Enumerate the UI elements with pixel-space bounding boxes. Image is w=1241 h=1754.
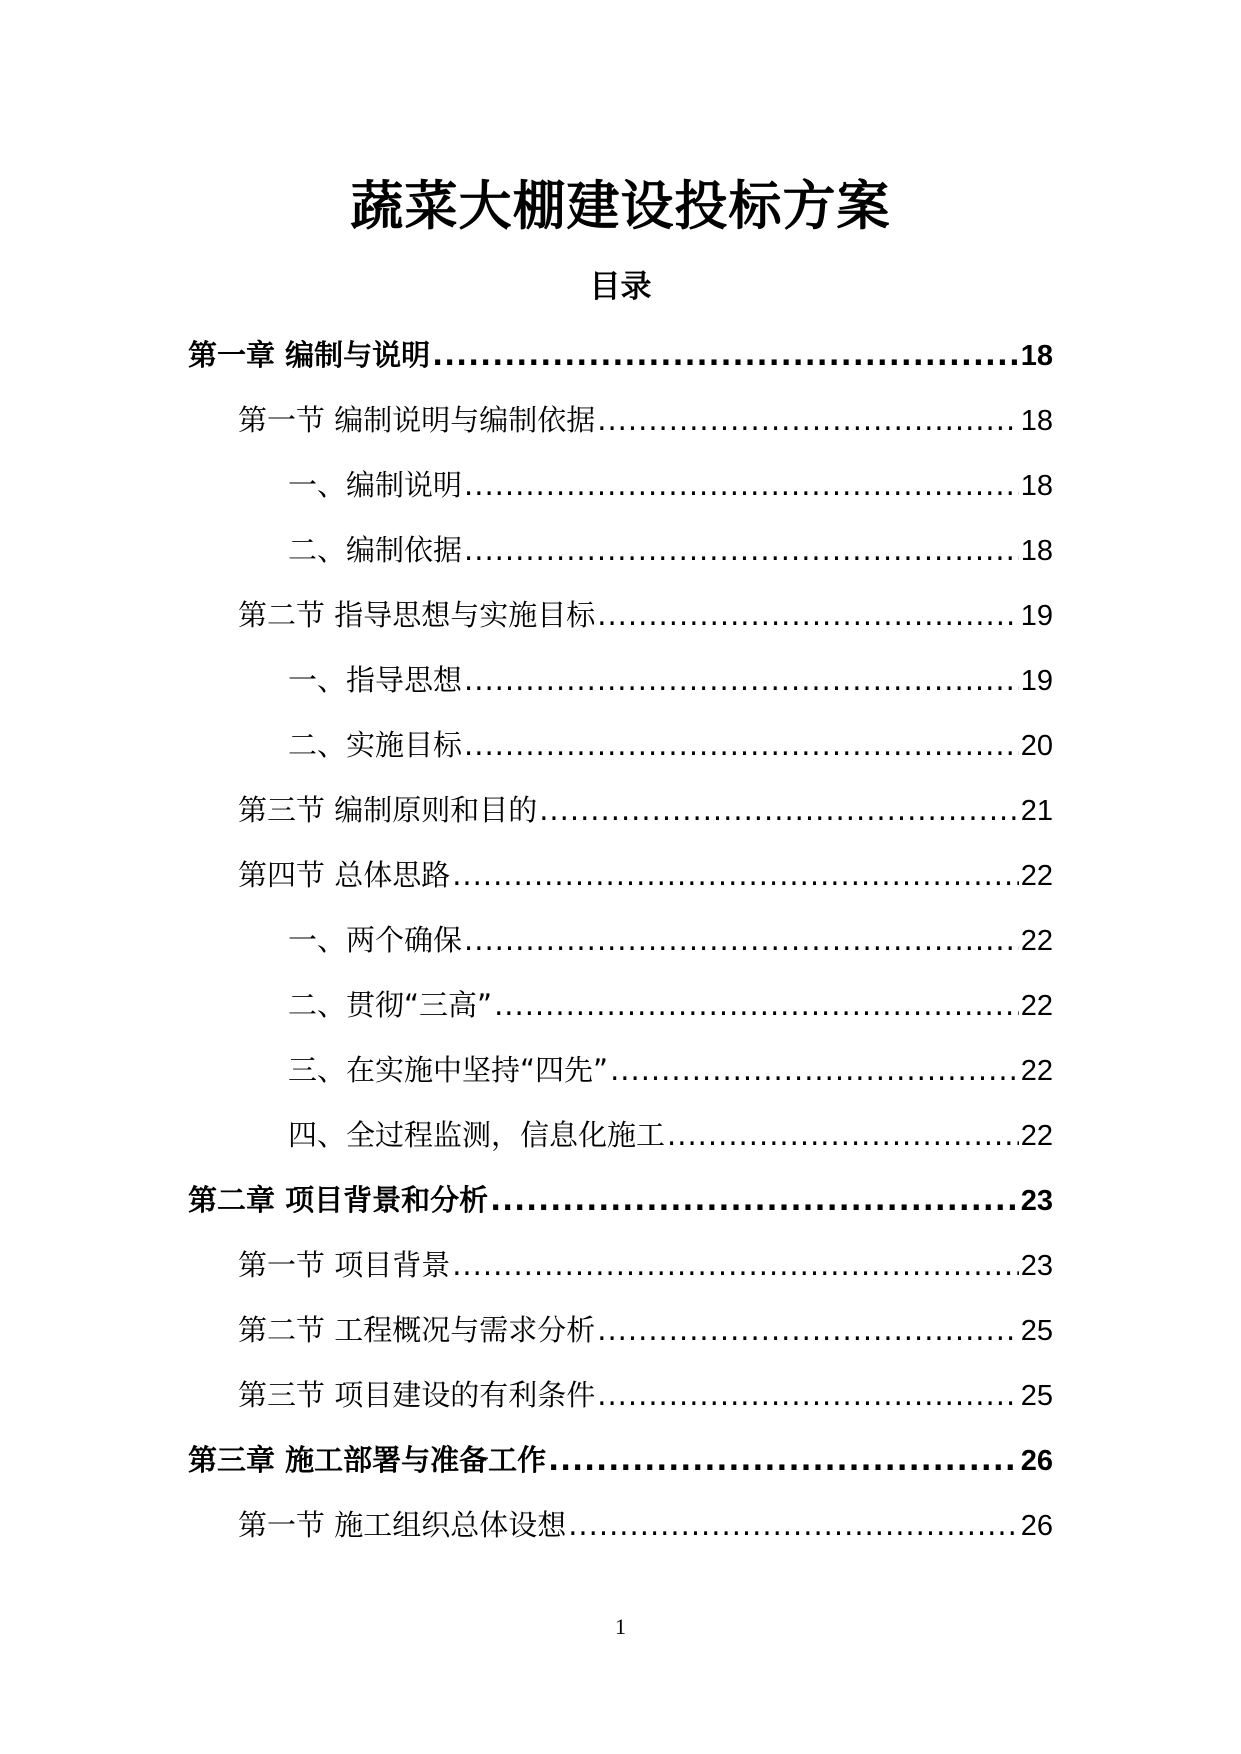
toc-entry-title: 二、编制依据 [288, 533, 463, 567]
toc-dot-leader [464, 648, 1019, 713]
toc-dot-leader [490, 1168, 1019, 1233]
toc-dot-leader [494, 973, 1019, 1038]
toc-entry-title: 二、实施目标 [288, 728, 463, 762]
toc-section-entry[interactable] [188, 583, 1053, 648]
toc-entry-title: 一、指导思想 [288, 663, 463, 697]
toc-entry-page: 22 [1020, 990, 1053, 1022]
toc-dot-leader [464, 713, 1019, 778]
toc-entry-title: 第一节 编制说明与编制依据 [238, 403, 596, 437]
toc-subsection-entry[interactable] [188, 453, 1053, 518]
toc-subsection-entry[interactable] [188, 1103, 1053, 1168]
toc-subsection-entry[interactable] [188, 648, 1053, 713]
toc-entry-title: 第三节 项目建设的有利条件 [238, 1378, 596, 1412]
toc-dot-leader [452, 843, 1019, 908]
toc-entry-title: 第二节 工程概况与需求分析 [238, 1313, 596, 1347]
toc-entry-title: 第二章 项目背景和分析 [188, 1183, 489, 1217]
page-number: 1 [615, 1614, 626, 1639]
toc-dot-leader [452, 1233, 1019, 1298]
toc-entry-page: 22 [1020, 1055, 1053, 1087]
document-title: 蔬菜大棚建设投标方案 [350, 176, 891, 237]
toc-entry-page: 21 [1020, 795, 1053, 827]
toc-chapter-entry[interactable] [188, 1428, 1053, 1493]
toc-dot-leader [539, 778, 1019, 843]
toc-entry-page: 18 [1020, 340, 1053, 372]
toc-entry-title: 第三章 施工部署与准备工作 [188, 1443, 547, 1477]
table-of-contents [188, 323, 1053, 1558]
toc-section-entry[interactable] [188, 1363, 1053, 1428]
toc-entry-page: 18 [1020, 470, 1053, 502]
toc-subsection-entry[interactable] [188, 1038, 1053, 1103]
toc-chapter-entry[interactable] [188, 1168, 1053, 1233]
toc-dot-leader [548, 1428, 1019, 1493]
toc-subsection-entry[interactable] [188, 908, 1053, 973]
toc-section-entry[interactable] [188, 388, 1053, 453]
toc-entry-title: 二、贯彻“三高” [288, 988, 493, 1022]
toc-entry-page: 18 [1020, 405, 1053, 437]
toc-section-entry[interactable] [188, 1298, 1053, 1363]
toc-entry-title: 第一章 编制与说明 [188, 338, 431, 372]
toc-entry-title: 第四节 总体思路 [238, 858, 451, 892]
toc-heading: 目录 [589, 269, 652, 305]
toc-entry-page: 22 [1020, 925, 1053, 957]
toc-entry-page: 25 [1020, 1380, 1053, 1412]
toc-section-entry[interactable] [188, 778, 1053, 843]
toc-entry-page: 25 [1020, 1315, 1053, 1347]
toc-entry-title: 第三节 编制原则和目的 [238, 793, 538, 827]
toc-entry-page: 18 [1020, 535, 1053, 567]
toc-section-entry[interactable] [188, 1233, 1053, 1298]
toc-subsection-entry[interactable] [188, 713, 1053, 778]
toc-dot-leader [568, 1493, 1019, 1558]
toc-entry-page: 23 [1020, 1185, 1053, 1217]
toc-subsection-entry[interactable] [188, 518, 1053, 583]
toc-entry-title: 一、编制说明 [288, 468, 463, 502]
toc-chapter-entry[interactable] [188, 323, 1053, 388]
toc-entry-title: 第一节 项目背景 [238, 1248, 451, 1282]
toc-entry-title: 一、两个确保 [288, 923, 463, 957]
toc-subsection-entry[interactable] [188, 973, 1053, 1038]
toc-entry-page: 22 [1020, 860, 1053, 892]
toc-dot-leader [597, 1298, 1019, 1363]
toc-dot-leader [610, 1038, 1019, 1103]
toc-entry-page: 20 [1020, 730, 1053, 762]
toc-entry-page: 19 [1020, 665, 1053, 697]
toc-dot-leader [464, 518, 1019, 583]
toc-entry-page: 26 [1020, 1445, 1053, 1477]
toc-dot-leader [432, 323, 1019, 388]
toc-dot-leader [464, 453, 1019, 518]
toc-entry-title: 三、在实施中坚持“四先” [288, 1053, 609, 1087]
toc-entry-page: 26 [1020, 1510, 1053, 1542]
toc-entry-title: 四、全过程监测，信息化施工 [288, 1118, 666, 1152]
toc-dot-leader [597, 388, 1019, 453]
toc-dot-leader [597, 583, 1019, 648]
toc-section-entry[interactable] [188, 1493, 1053, 1558]
toc-dot-leader [667, 1103, 1019, 1168]
toc-entry-page: 19 [1020, 600, 1053, 632]
toc-dot-leader [464, 908, 1019, 973]
toc-entry-page: 22 [1020, 1120, 1053, 1152]
toc-entry-page: 23 [1020, 1250, 1053, 1282]
toc-entry-title: 第二节 指导思想与实施目标 [238, 598, 596, 632]
toc-dot-leader [597, 1363, 1019, 1428]
toc-entry-title: 第一节 施工组织总体设想 [238, 1508, 567, 1542]
toc-section-entry[interactable] [188, 843, 1053, 908]
